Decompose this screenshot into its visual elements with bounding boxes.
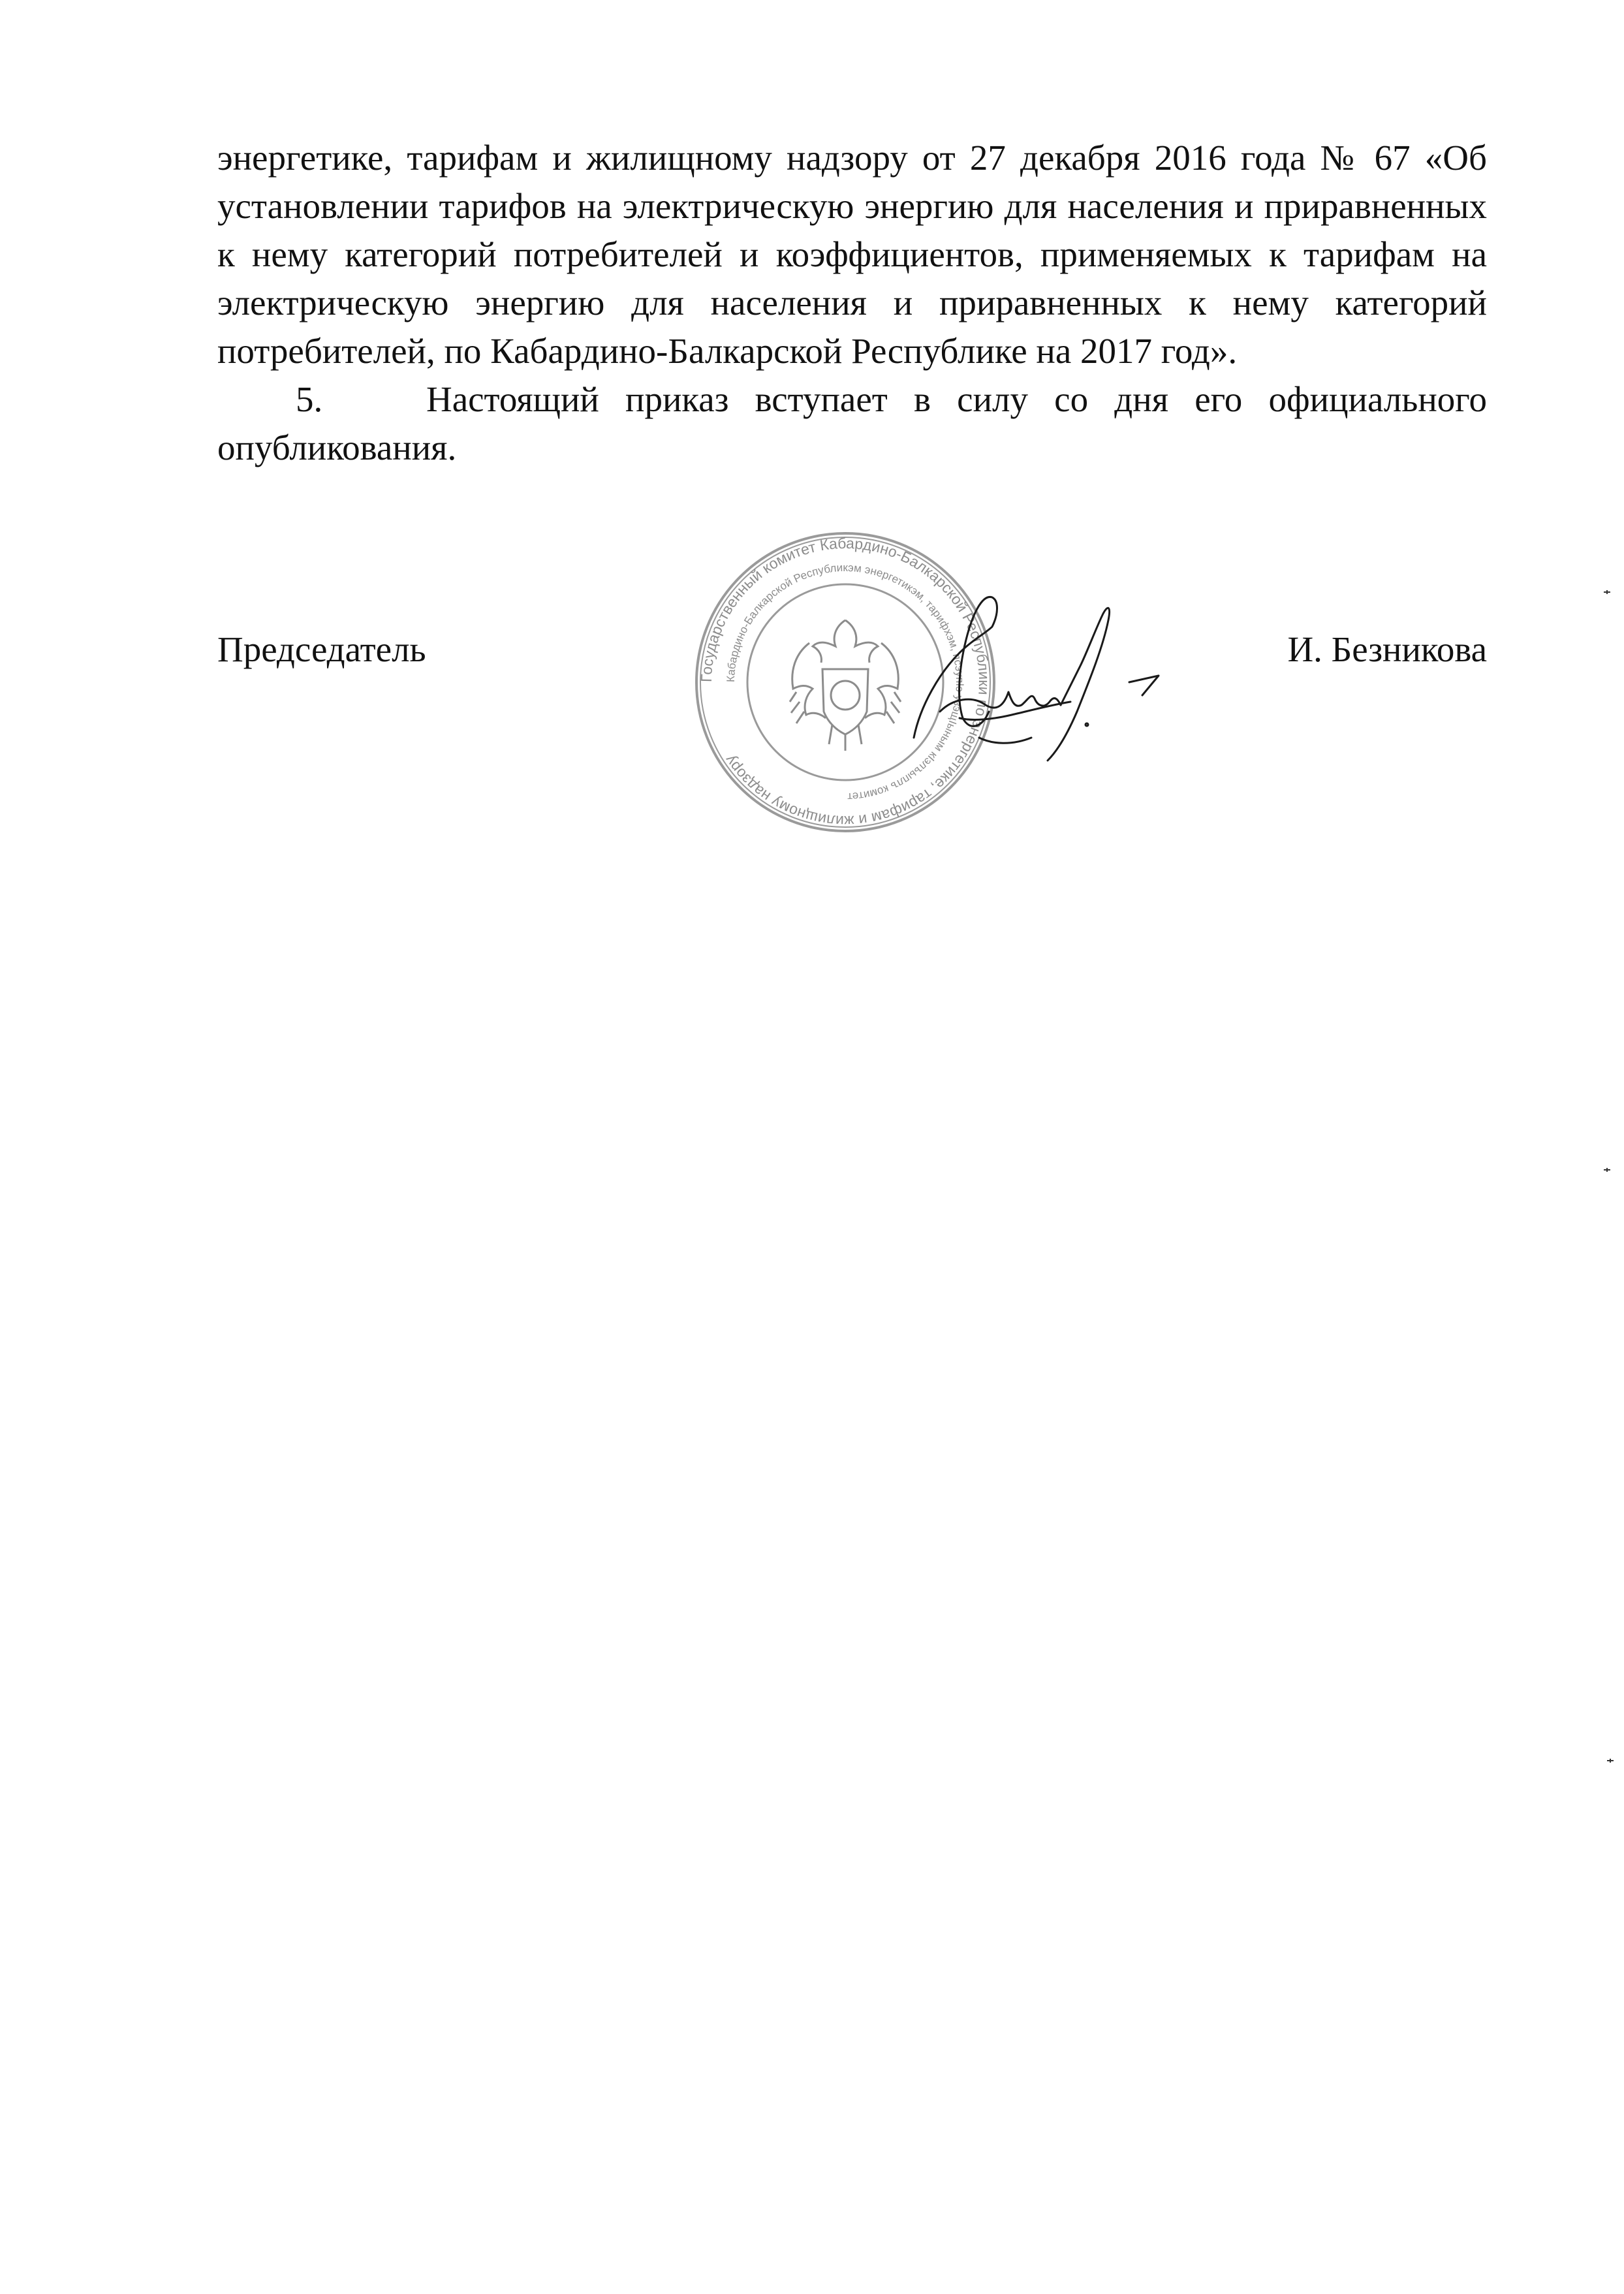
seal-outer-text: Государственный комитет Кабардино-Балкарской Республики по энергетике, тарифам и жилищному надзору <box>697 534 993 830</box>
coat-of-arms-emblem <box>790 620 901 751</box>
item-5-number: 5. <box>296 379 323 419</box>
signatory-name: И. Безникова <box>1287 629 1487 669</box>
item-5-text: Настоящий приказ вступает в силу со дня его официального опубликования. <box>217 379 1487 467</box>
scan-mark <box>1606 1756 1615 1765</box>
continuation-paragraph: энергетике, тарифам и жилищному надзору от 27 декабря 2016 года № 67 «Об установлении тарифов на электрическую энергию для населения и приравненных к нему категорий потребителей и коэффициентов, применяемых к тарифам на электрическую энергию для населения и приравненных к нему категорий потребителей, по Кабардино-Балкарской Республике на 2017 год». <box>217 138 1487 371</box>
document-body <box>217 134 1487 472</box>
seal-inner-text: Кабардино-Балкарской Республикэм энергетикэм, тарифхэм, псэупIэ узэщIыным кIэлъыплъ комитет <box>724 561 967 804</box>
scan-mark <box>1602 588 1612 597</box>
scan-mark <box>1602 1165 1612 1174</box>
handwritten-signature <box>901 542 1175 816</box>
item-5-paragraph <box>217 375 1487 472</box>
signatory-role: Председатель <box>217 629 426 669</box>
